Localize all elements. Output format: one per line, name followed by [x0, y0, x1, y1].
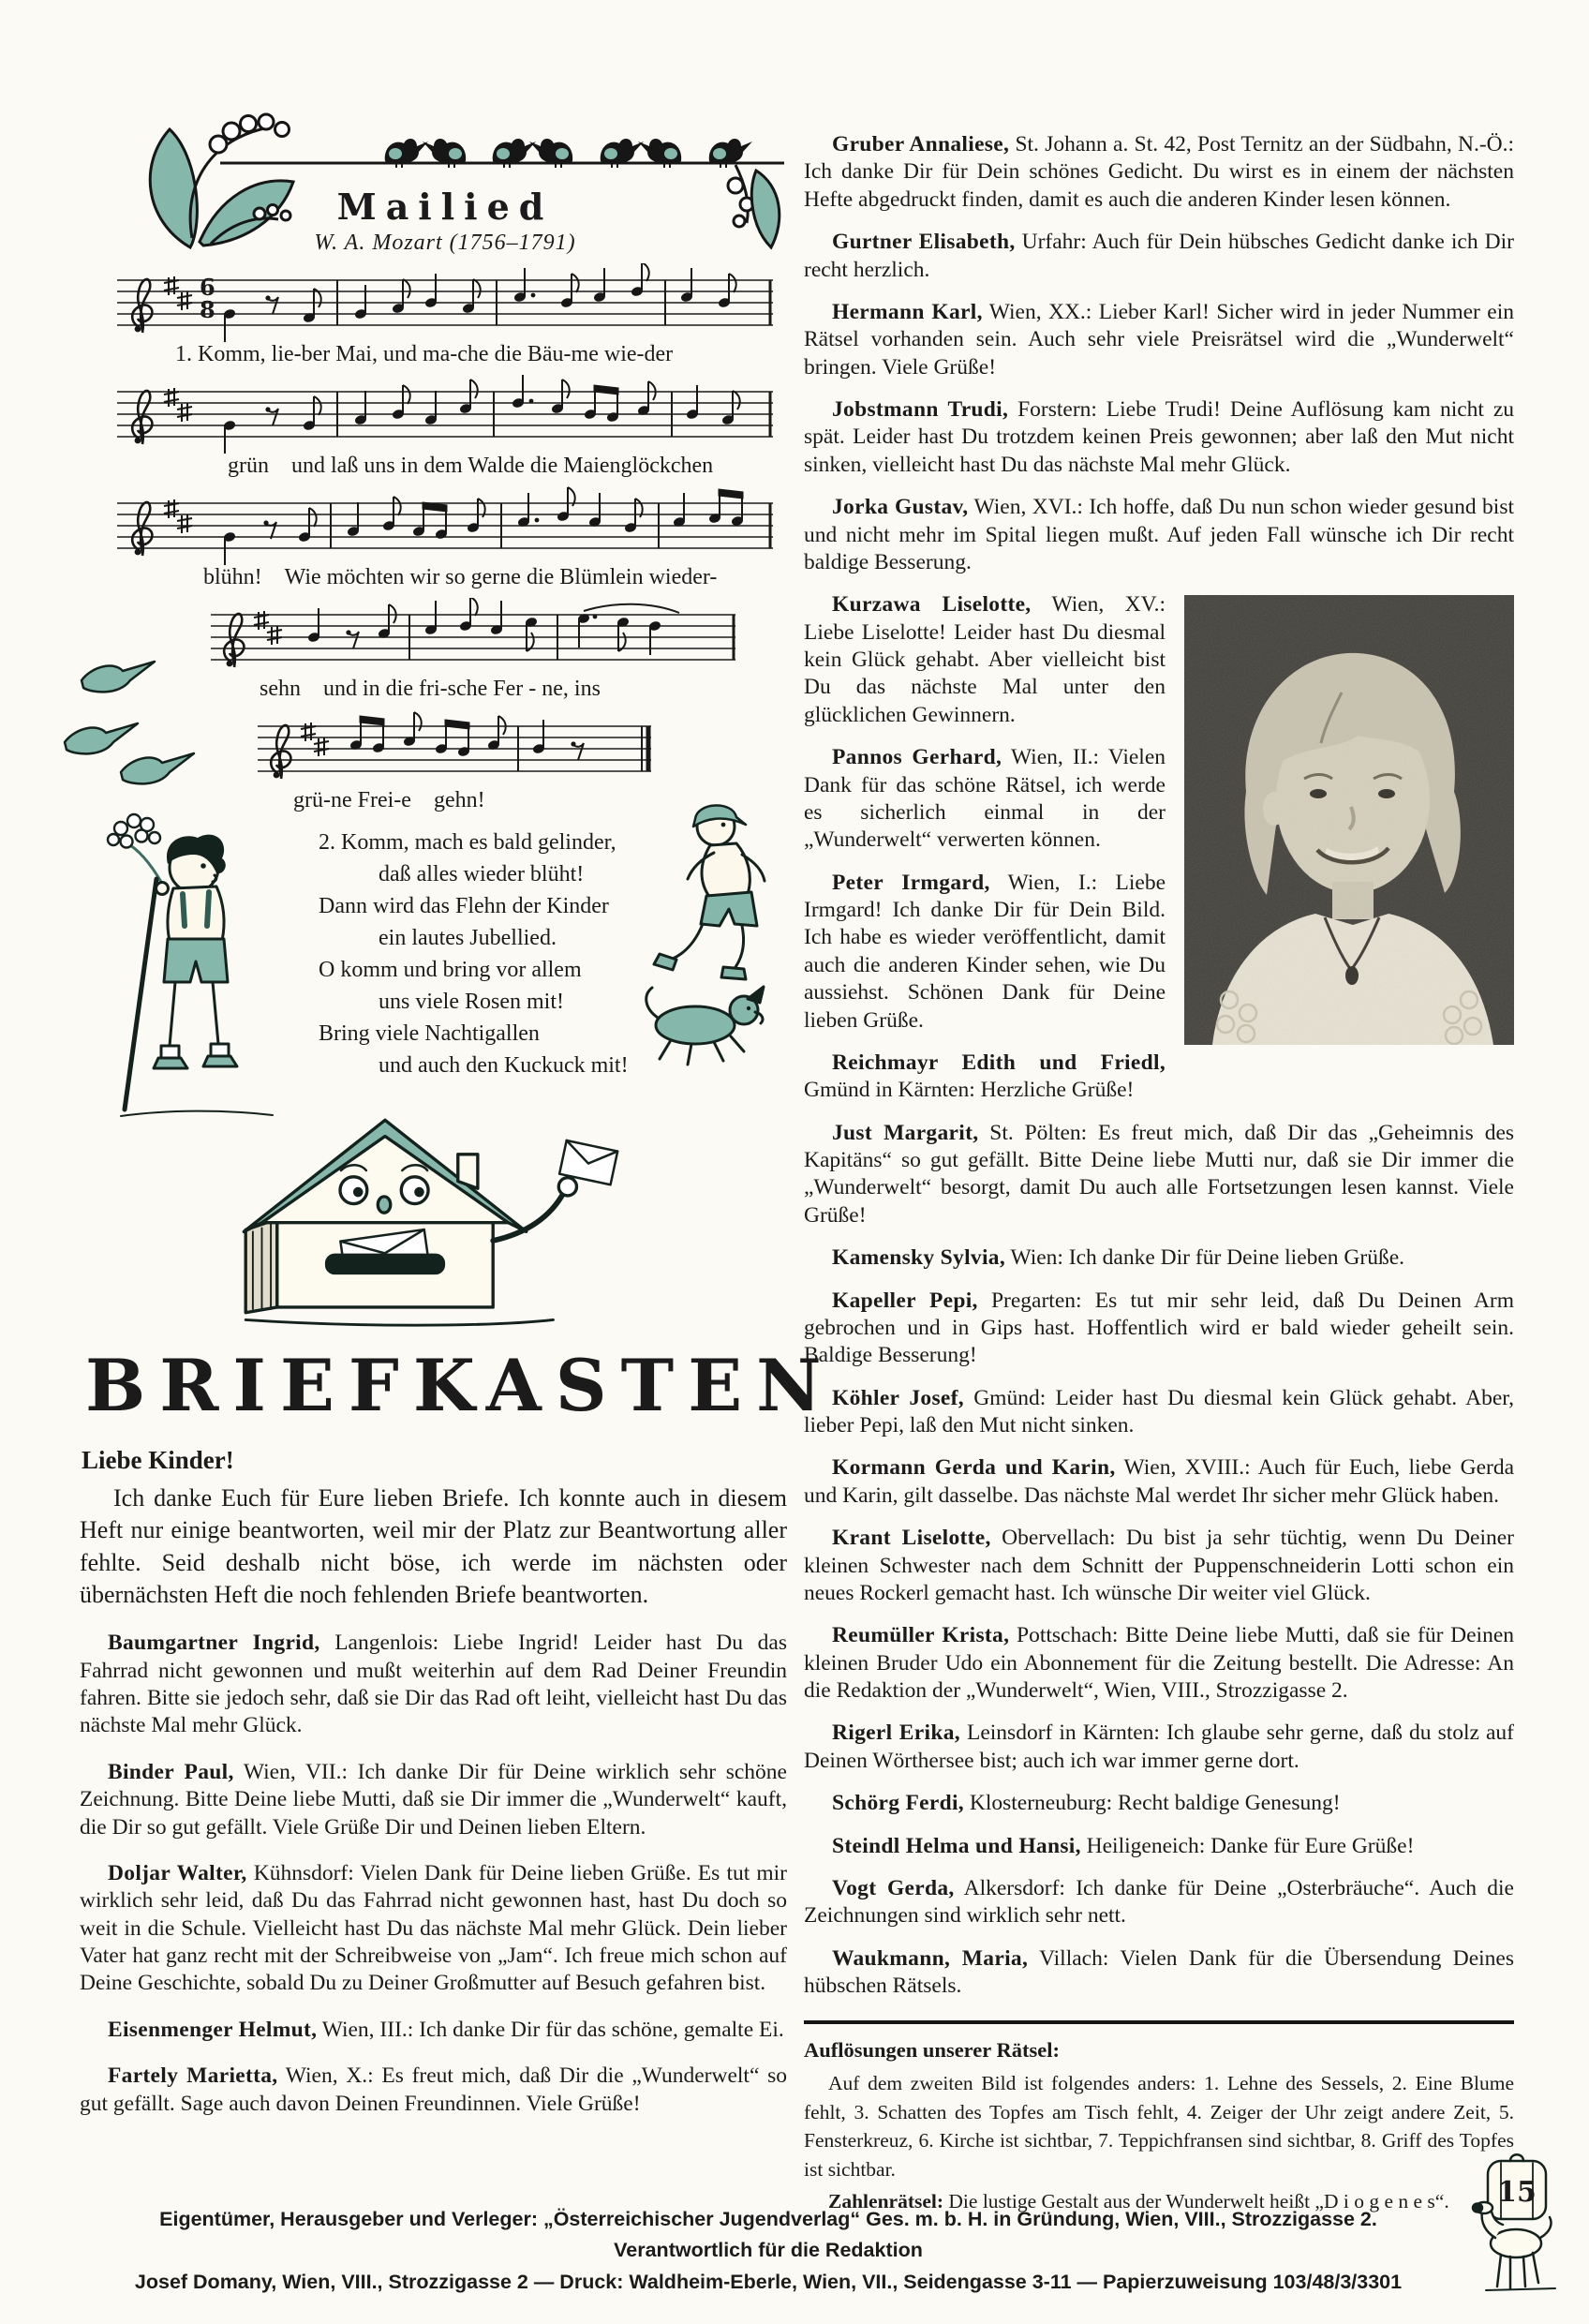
reply-name: Jorka Gustav, — [832, 495, 969, 520]
reply-name: Kamensky Sylvia, — [832, 1245, 1005, 1271]
music-staff — [117, 375, 787, 479]
reply-text: Wien, III.: Ich danke Dir für das schöne, gemalte Ei. — [321, 2017, 784, 2042]
reply-text: Klosterneuburg: Recht baldige Genesung! — [969, 1791, 1341, 1816]
letter-reply — [804, 494, 1514, 576]
reply-text: St. Johann a. St. 42, Post Ternitz an der Südbahn, N.-Ö.: Ich danke Dir für Dein schönes Gedicht. Du wirst es in einem der nächsten Hefte abgedruckt finden, damit es auch die anderen Kinder lesen können. — [804, 132, 1515, 212]
reply-text: Wien, XVI.: Ich hoffe, daß Du nun schon wieder gesund bist und nicht mehr im Spital liegen mußt. Auf jeden Fall wünsche ich Dir recht baldige Besserung. — [804, 495, 1514, 574]
salutation: Liebe Kinder! — [82, 1446, 234, 1474]
reply-text: Urfahr: Auch für Dein hübsches Gedicht danke ich Dir recht herzlich. — [804, 230, 1514, 282]
reply-name: Waukmann, Maria, — [832, 1945, 1029, 1971]
letter-reply — [804, 299, 1514, 381]
lyric-line: sehn und in die fri-sche Fer - ne, ins — [260, 677, 601, 701]
reply-name: Jobstmann Trudi, — [832, 397, 1009, 422]
intro-paragraph: Ich danke Euch für Eure lieben Briefe. Ich konnte auch in diesem Heft nur einige beantworten, weil mir der Platz zur Beantwortung aller fehlte. Seid deshalb nicht böse, ich werde im nächsten oder übernächsten Heft die noch fehlenden Briefe beantworten. — [80, 1484, 787, 1608]
reply-name: Kormann Gerda und Karin, — [832, 1455, 1116, 1481]
time-signature-bottom: 8 — [200, 296, 215, 323]
reply-name: Schörg Ferdi, — [832, 1791, 964, 1816]
zahlen-text: Die lustige Gestalt aus der Wunderwelt heißt „D i o g e n e s“. — [948, 2190, 1449, 2213]
bellflower-icon — [728, 165, 780, 247]
letter-reply — [804, 1720, 1514, 1775]
letter-reply — [804, 131, 1514, 214]
right-column — [804, 131, 1514, 2216]
camel-page-number — [1469, 2138, 1567, 2305]
reply-text: Wien, I.: Liebe Irmgard! Ich danke Dir für Dein Bild. Ich habe es wieder veröffentlicht, damit auch die anderen Kinder sehen, wie Du aussiehst. Schönen Dank für Deine lieben Grüße. — [804, 870, 1166, 1033]
staff-notation-icon — [211, 598, 735, 677]
reply-text: Pottschach: Bitte Deine liebe Mutti, daß sie für Deinen kleinen Bruder Udo ein Abonnement für die Zeitung bestellt. Die Adresse: An die Redaktion der „Wunderwelt“, Wien, VIII., Strozzigasse 2. — [804, 1623, 1515, 1703]
letter-reply — [80, 1630, 787, 1740]
letter-reply — [804, 1622, 1514, 1705]
verse-line: Bring viele Nachtigallen — [319, 1021, 540, 1046]
letter-reply — [804, 229, 1514, 284]
time-signature-top: 6 — [200, 274, 215, 301]
letter-reply — [804, 1525, 1514, 1607]
reply-text: Wien, II.: Vielen Dank für das schöne Rätsel, ich werde es sicherlich einmal in der „Wunderwelt“ verwerten können. — [804, 745, 1166, 853]
letter-reply — [804, 1875, 1514, 1930]
reply-text: Obervellach: Du bist ja sehr tüchtig, wenn Du Deiner kleinen Schwester nach dem Schnitt der Puppenschneiderin Lotti schon ein neues Rockerl gemacht hast. Ich wünsche Dir weiter viel Glück. — [804, 1526, 1515, 1605]
lyric-line: blühn! Wie möchten wir so gerne die Blümlein wieder- — [203, 565, 718, 589]
art-left — [55, 643, 290, 1130]
imprint-line-1: Eigentümer, Herausgeber und Verleger: „Österreichischer Jugendverlag“ Ges. m. b. H. in Gründung, Wien, VIII., Strozzigasse 2. Verantwortlich für die Redaktion — [159, 2208, 1377, 2262]
verse-line: Dann wird das Flehn der Kinder — [319, 894, 609, 918]
solutions-section — [804, 2020, 1514, 2216]
staff-notation-icon — [117, 486, 773, 565]
reply-text: Leinsdorf in Kärnten: Ich glaube sehr gerne, daß du stolz auf Deinen Wörthersee bist; auch ich war immer gerne dort. — [804, 1721, 1515, 1773]
letter-reply — [804, 1454, 1514, 1510]
reply-text: Wien, XV.: Liebe Liselotte! Leider hast Du diesmal kein Glück gehabt. Aber vielleicht bist Du das nächste Mal unter den glücklichen Gewinnern. — [804, 592, 1166, 727]
reply-name: Kapeller Pepi, — [832, 1288, 978, 1313]
letter-reply — [804, 1385, 1514, 1440]
letter-reply — [804, 396, 1514, 479]
reply-name: Fartely Marietta, — [108, 2063, 278, 2089]
house-art — [187, 1104, 787, 1333]
verse-line: ein lautes Jubellied. — [379, 926, 557, 950]
reply-text: Alkersdorf: Ich danke für Deine „Osterbräuche“. Auch die Zeichnungen sind wirklich sehr nett. — [804, 1875, 1514, 1929]
verse-line: 2. Komm, mach es bald gelinder, — [319, 830, 616, 855]
music-staff — [117, 486, 787, 590]
verse-line: O komm und bring vor allem — [319, 958, 582, 982]
reply-text: Heiligeneich: Danke für Eure Grüße! — [1086, 1833, 1415, 1858]
imprint — [94, 2204, 1443, 2298]
verse-line: uns viele Rosen mit! — [379, 990, 564, 1014]
letter-reply — [804, 1050, 1514, 1105]
reply-name: Steindl Helma und Hansi, — [832, 1833, 1081, 1858]
lyric-line: 1. Komm, lie-ber Mai, und ma-che die Bäu-me wie-der — [175, 342, 674, 366]
reply-name: Doljar Walter, — [108, 1860, 247, 1885]
letter-reply — [804, 1790, 1514, 1817]
imprint-line-2: Josef Domany, Wien, VIII., Strozzigasse 2 — Druck: Waldheim-Eberle, Wien, VII., Seidengasse 3-11 — Papierzuweisung 103/48/3/3301 — [134, 2270, 1403, 2293]
reply-name: Reichmayr Edith und Friedl, — [832, 1050, 1166, 1075]
reply-name: Vogt Gerda, — [832, 1875, 955, 1900]
reply-name: Kurzawa Liselotte, — [832, 592, 1032, 618]
reply-name: Baumgartner Ingrid, — [108, 1631, 320, 1656]
solutions-body: Auf dem zweiten Bild ist folgendes anders: 1. Lehne des Sessels, 2. Eine Blume fehlt, 3. Schatten des Topfes am Tisch fehlt, 4. Zeiger der Uhr zeigt andere Zeit, 5. Fensterkreuz, 6. Kirche ist sichtbar, 7. Teppichfransen sind sichtbar, 8. Griff des Topfes ist sichtbar. — [804, 2072, 1514, 2181]
reply-text: Langenlois: Liebe Ingrid! Leider hast Du das Fahrrad nicht gewonnen und mußt weiterhin auf dem Rad Deiner Freundin fahren. Bitte sie jedoch sehr, daß sie Dir das Rad oft leiht, vielleicht hast Du das nächste Mal mehr Glück. — [80, 1631, 788, 1738]
reply-text: Pregarten: Es tut mir sehr leid, daß Du Deinen Arm gebrochen und in Gips hast. Hoffentlich wird er bald wieder geheilt sein. Baldige Besserung! — [804, 1288, 1515, 1368]
left-column — [80, 81, 836, 2118]
reply-name: Hermann Karl, — [832, 299, 983, 324]
letter-reply — [80, 2017, 787, 2044]
solutions-heading: Auflösungen unserer Rätsel: — [804, 2038, 1060, 2063]
reply-name: Just Margarit, — [832, 1120, 979, 1145]
page-number: 15 — [1497, 2176, 1537, 2209]
song-header — [80, 81, 787, 263]
letter-reply — [80, 1759, 787, 1841]
music-staff — [211, 598, 787, 702]
reply-text: Kühnsdorf: Vielen Dank für Deine lieben Grüße. Es tut mir wirklich sehr leid, daß Du das Fahrrad nicht gewonnen hast, hast Du doch so weit in die Schule. Vielleicht hast Du das nächste Mal mehr Glück. Dein lieber Vater hat ganz recht mit der Schreibweise von „Jam“. Ich freue mich schon auf Deine Geschichte, sobald Du zu Deiner Großmutter auf Besuch gefahren bist. — [80, 1860, 787, 1996]
reply-text: St. Pölten: Es freut mich, daß Dir das „Geheimnis des Kapitäns“ so gut gefällt. Bitte Deine liebe Mutti nur, daß sie Dir immer die „Wunderwelt“ besorgt, damit Du auch alle Fortsetzungen lesen kannst. Viele Grüße! — [804, 1120, 1515, 1228]
briefkasten-headline: BRIEFKASTEN — [85, 1344, 836, 1427]
music-staff — [117, 263, 787, 367]
song-title: Mailied — [336, 186, 554, 228]
staff-notation-icon — [117, 375, 773, 454]
letter-reply — [804, 1244, 1514, 1272]
reply-name: Köhler Josef, — [832, 1385, 964, 1410]
staff-notation-icon — [258, 709, 651, 788]
reply-name: Reumüller Krista, — [832, 1623, 1010, 1648]
reply-name: Pannos Gerhard, — [832, 745, 1002, 770]
reply-name: Eisenmenger Helmut, — [108, 2017, 318, 2042]
lyric-line: grün und laß uns in dem Walde die Maienglöckchen — [228, 454, 714, 478]
art-right — [605, 774, 802, 1088]
letter-reply — [804, 1120, 1514, 1230]
staff-notation-icon — [117, 263, 773, 342]
verse-line: daß alles wieder blüht! — [379, 862, 585, 886]
reply-text: Gmünd: Leider hast Du diesmal kein Glück gehabt. Aber, lieber Pepi, laß den Mut nicht sinken. — [804, 1385, 1515, 1438]
camel-page-number-illustration — [1469, 2138, 1567, 2305]
girl-portrait-photo — [1184, 595, 1514, 1045]
swallows-and-boy-illustration — [55, 643, 290, 1130]
reply-text: Wien, VII.: Ich danke Dir für Deine wirklich sehr schöne Zeichnung. Bitte Deine liebe Mutti, daß sie Dir immer die „Wunderwelt“ kauft, die Dir so gut gefällt. Viele Grüße Dir und Deinen lieben Eltern. — [80, 1759, 787, 1840]
zahlen-label: Zahlenrätsel: — [828, 2190, 944, 2213]
reply-name: Gurtner Elisabeth, — [832, 230, 1016, 255]
reply-name: Rigerl Erika, — [832, 1721, 960, 1746]
reply-name: Krant Liselotte, — [832, 1526, 991, 1551]
letter-reply — [80, 2063, 787, 2118]
letter-reply — [804, 1833, 1514, 1860]
lily-of-the-valley-icon — [150, 114, 293, 247]
lyric-line: grü-ne Frei-e gehn! — [293, 788, 485, 812]
mailbox-house-illustration — [187, 1104, 628, 1329]
girl-photo — [1184, 595, 1514, 1045]
song-composer: W. A. Mozart (1756–1791) — [314, 231, 576, 255]
reply-text: Forstern: Liebe Trudi! Deine Auflösung kam nicht zu spät. Leider hast Du trotzdem keinen Preis gewonnen; aber laß den Mut nicht sinken, vielleicht hast Du das nächste Mal mehr Glück. — [804, 397, 1514, 477]
verse-line: und auch den Kuckuck mit! — [379, 1053, 629, 1078]
reply-text: Wien, XX.: Lieber Karl! Sicher wird in jeder Nummer ein Rätsel vorhanden sein. Auch sehr viele Preisrätsel wird die „Wunderwelt“ bringen. Viele Grüße! — [804, 299, 1514, 380]
reply-text: Gmünd in Kärnten: Herzliche Grüße! — [804, 1078, 1135, 1103]
reply-name: Gruber Annaliese, — [832, 132, 1010, 156]
letter-reply — [80, 1860, 787, 1998]
reply-text: Wien, XVIII.: Auch für Euch, liebe Gerda und Karin, gilt dasselbe. Das nächste Mal werdet Ihr sicher mehr Glück haben. — [804, 1455, 1514, 1508]
reply-text: Wien: Ich danke Dir für Deine lieben Grüße. — [1010, 1245, 1405, 1271]
reply-name: Peter Irmgard, — [832, 870, 990, 895]
letter-reply — [804, 1288, 1514, 1370]
reply-name: Binder Paul, — [108, 1759, 234, 1784]
reply-text: Villach: Vielen Dank für die Übersendung Deines hübschen Rätsels. — [804, 1945, 1514, 1998]
letter-reply — [804, 1945, 1514, 2001]
reply-text: Wien, X.: Es freut mich, daß Dir die „Wunderwelt“ so gut gefällt. Sage auch davon Deinen Freundinnen. Viele Grüße! — [80, 2063, 787, 2116]
running-child-and-dog-illustration — [605, 774, 802, 1088]
